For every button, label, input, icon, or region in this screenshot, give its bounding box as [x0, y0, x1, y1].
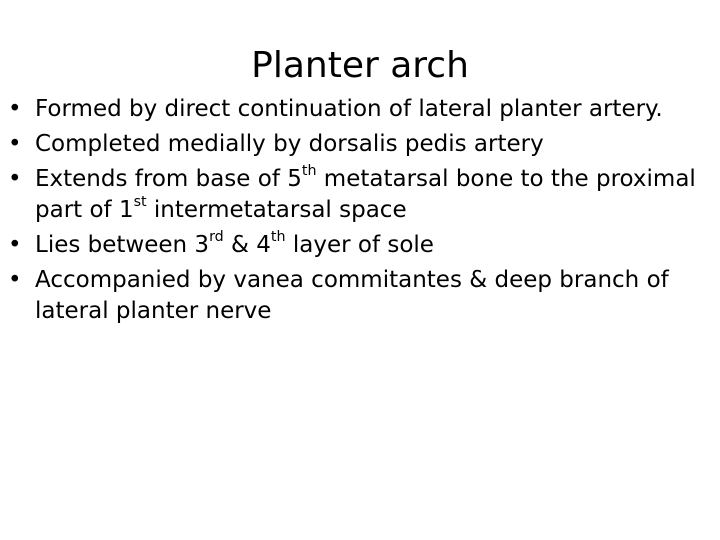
bullet-item-4	[8, 230, 708, 261]
bullet-text-part: & 4	[223, 232, 271, 258]
bullet-text-part: layer of sole	[285, 232, 434, 258]
bullet-item-2	[8, 129, 708, 160]
bullet-marker: •	[8, 96, 22, 122]
bullet-text-part: Extends from base of 5	[35, 166, 302, 192]
bullet-marker: •	[8, 131, 22, 157]
superscript: rd	[209, 229, 224, 246]
bullet-text-part: metatarsal bone to the proximal part of 1	[35, 166, 696, 223]
slide-title: Planter arch	[251, 45, 469, 86]
bullet-text: Formed by direct continuation of lateral planter artery.	[35, 96, 663, 122]
bullet-item-5	[8, 265, 708, 327]
bullet-text-part: intermetatarsal space	[146, 197, 407, 223]
superscript: th	[270, 229, 286, 246]
superscript: th	[301, 163, 317, 180]
bullet-marker: •	[8, 267, 22, 293]
bullet-text: Completed medially by dorsalis pedis artery	[35, 131, 544, 157]
bullet-list	[8, 94, 708, 331]
bullet-marker: •	[8, 166, 22, 192]
bullet-text: Accompanied by vanea commitantes & deep branch of lateral planter nerve	[35, 267, 669, 324]
bullet-item-3	[8, 164, 708, 226]
bullet-marker: •	[8, 232, 22, 258]
superscript: st	[133, 194, 147, 211]
bullet-text-part: Lies between 3	[35, 232, 210, 258]
bullet-item-1	[8, 94, 708, 125]
